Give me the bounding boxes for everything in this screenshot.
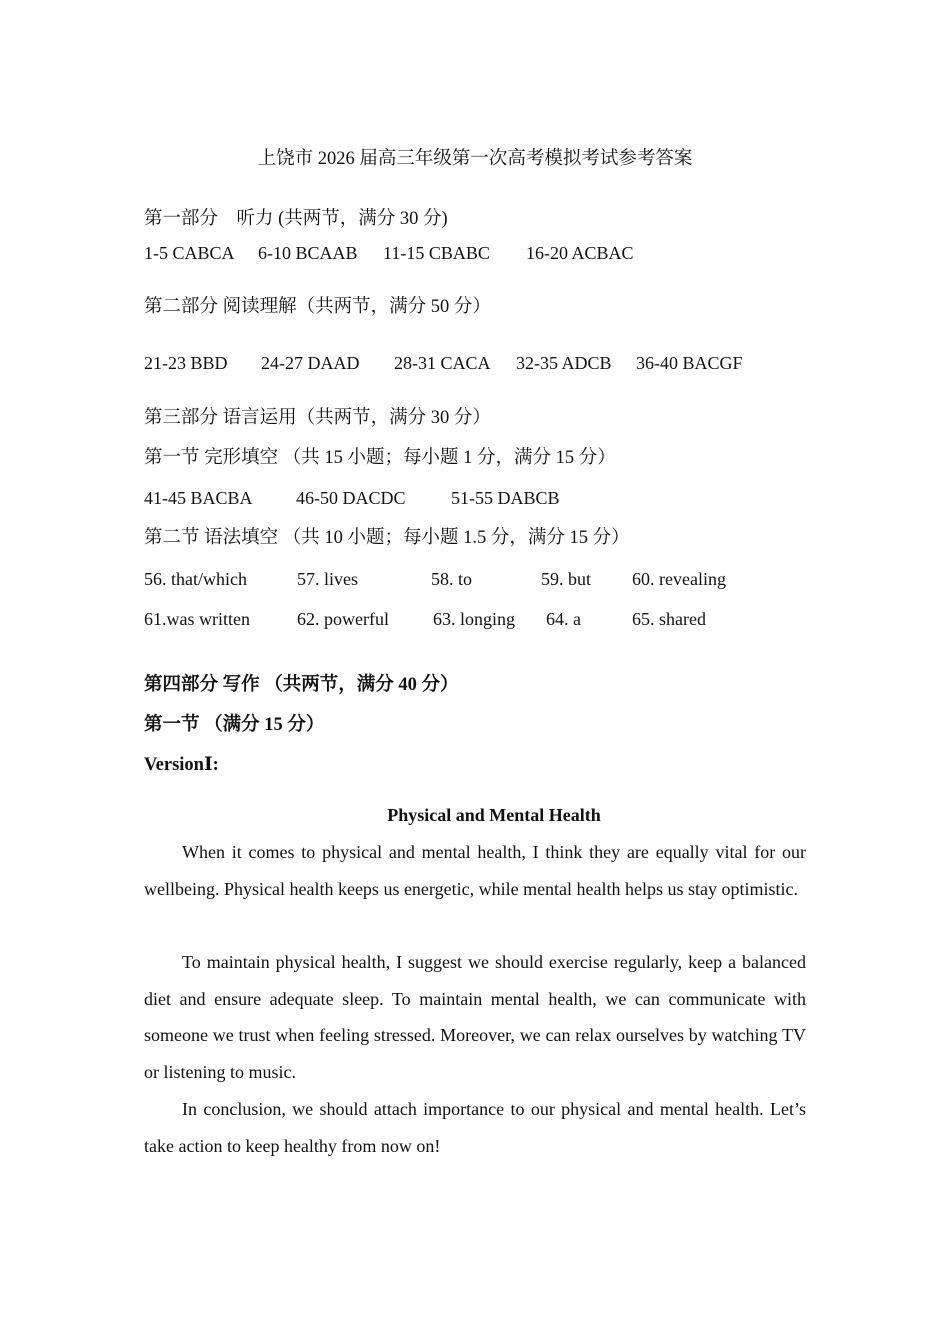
grammar-answer: 58. to [431, 569, 473, 589]
part2-answer: 21-23 BBD [144, 353, 228, 373]
part2-answer: 32-35 ADCB [516, 353, 612, 373]
version-label: VersionⅠ: [144, 755, 219, 775]
grammar-answer: 64. a [546, 609, 581, 629]
grammar-answer: 63. longing [433, 609, 516, 629]
grammar-answer: 57. lives [297, 569, 358, 589]
grammar-answer: 56. that/which [144, 569, 247, 589]
cloze-answer: 51-55 DABCB [451, 488, 560, 508]
part1-answer: 16-20 ACBAC [526, 243, 634, 263]
part2-answer: 24-27 DAAD [261, 353, 360, 373]
part2-answer: 36-40 BACGF [636, 353, 743, 373]
page-title: 上饶市 2026 届高三年级第一次高考模拟考试参考答案 [257, 149, 693, 169]
part1-answer: 6-10 BCAAB [258, 243, 358, 263]
part1-heading: 第一部分 听力 (共两节，满分 30 分) [144, 209, 448, 229]
essay-title: Physical and Mental Health [387, 805, 601, 825]
part1-answer: 1-5 CABCA [144, 243, 235, 263]
grammar-answer: 65. shared [632, 609, 706, 629]
grammar-answer: 61.was written [144, 609, 250, 629]
cloze-answer: 46-50 DACDC [296, 488, 406, 508]
essay-paragraph: When it comes to physical and mental health, I think they are equally vital for our wellbeing. Physical health keeps us energetic, while mental health helps us stay optimistic. [144, 842, 806, 899]
grammar-answer: 60. revealing [632, 569, 726, 589]
grammar-answer: 59. but [541, 569, 592, 589]
part3-section2-heading: 第二节 语法填空 （共 10 小题；每小题 1.5 分，满分 15 分） [144, 528, 630, 548]
part3-heading: 第三部分 语言运用（共两节，满分 30 分） [144, 408, 491, 428]
part4-section1-heading: 第一节 （满分 15 分） [144, 715, 325, 735]
essay-paragraph: In conclusion, we should attach importance to our physical and mental health. Let’s take action to keep healthy from now on! [144, 1099, 806, 1156]
essay-paragraph: To maintain physical health, I suggest we should exercise regularly, keep a balanced diet and ensure adequate sleep. To maintain mental health, we can communicate with someone we trust when feeling stressed. Moreover, we can relax ourselves by watching TV or listening to music. [144, 952, 806, 1083]
cloze-answer: 41-45 BACBA [144, 488, 253, 508]
part4-heading: 第四部分 写作 （共两节，满分 40 分） [144, 675, 459, 695]
part2-answer: 28-31 CACA [394, 353, 491, 373]
part3-section1-heading: 第一节 完形填空 （共 15 小题；每小题 1 分，满分 15 分） [144, 448, 616, 468]
part1-answer: 11-15 CBABC [383, 243, 490, 263]
part2-heading: 第二部分 阅读理解（共两节，满分 50 分） [144, 297, 491, 317]
grammar-answer: 62. powerful [297, 609, 389, 629]
